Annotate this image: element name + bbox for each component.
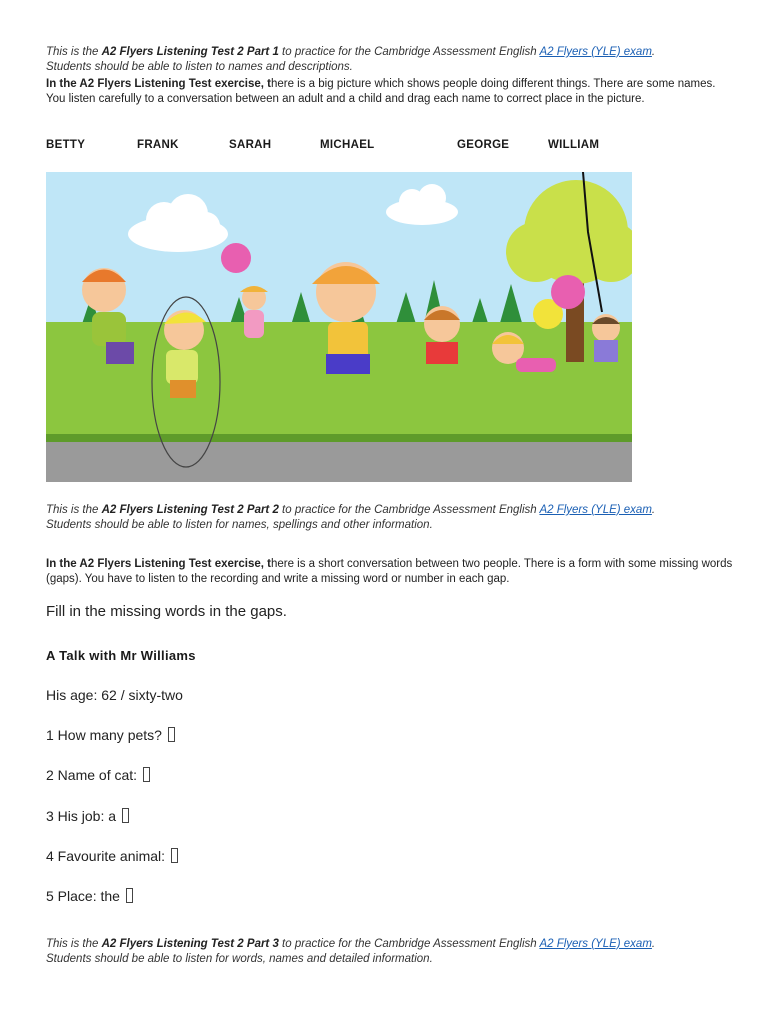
question-1 xyxy=(46,727,175,743)
exam-link[interactable]: A2 Flyers (YLE) exam xyxy=(539,938,652,950)
grass-edge xyxy=(46,434,632,442)
name-sarah[interactable]: SARAH xyxy=(229,139,272,151)
answer-gap-1[interactable] xyxy=(168,727,175,742)
name-betty[interactable]: BETTY xyxy=(46,139,86,151)
name-list xyxy=(0,139,768,155)
intro-title: A2 Flyers Listening Test 2 Part 2 xyxy=(101,504,279,516)
fill-instruction: Fill in the missing words in the gaps. xyxy=(46,603,287,620)
question-label: 2 Name of cat: xyxy=(46,767,138,783)
intro-line2: Students should be able to listen for names, spellings and other information. xyxy=(46,519,433,531)
intro-middle: to practice for the Cambridge Assessment English xyxy=(278,938,540,950)
desc-rest: here is a big picture which shows people doing different things. There are some names. You listen carefully to a conversation between an adult and a child and drag each name to correct place in the picture. xyxy=(46,78,716,105)
intro-suffix: . xyxy=(651,504,656,516)
exam-link[interactable]: A2 Flyers (YLE) exam xyxy=(539,504,652,516)
intro-middle: to practice for the Cambridge Assessment English xyxy=(278,46,540,58)
part3-intro xyxy=(46,937,736,967)
question-4 xyxy=(46,848,178,864)
answer-gap-5[interactable] xyxy=(126,888,133,903)
part2-description xyxy=(46,557,736,587)
boy-reading xyxy=(424,306,460,364)
example-line: His age: 62 / sixty-two xyxy=(46,687,183,703)
question-label: 3 His job: a xyxy=(46,808,117,824)
road xyxy=(46,442,632,482)
part1-description xyxy=(46,77,736,107)
question-2 xyxy=(46,767,150,783)
intro-middle: to practice for the Cambridge Assessment English xyxy=(278,504,540,516)
exam-link[interactable]: A2 Flyers (YLE) exam xyxy=(539,46,652,58)
question-label: 4 Favourite animal: xyxy=(46,848,169,864)
question-5 xyxy=(46,888,133,904)
intro-prefix: This is the xyxy=(46,46,102,58)
question-label: 5 Place: the xyxy=(46,888,120,904)
name-william[interactable]: WILLIAM xyxy=(548,139,600,151)
desc-bold: In the A2 Flyers Listening Test exercise, t xyxy=(46,558,271,570)
desc-rest: here is a short conversation between two people. There is a form with some missing words (gaps). You have to listen to the recording and write a missing word or number in each gap. xyxy=(46,558,733,585)
intro-suffix: . xyxy=(651,938,656,950)
name-george[interactable]: GEORGE xyxy=(457,139,510,151)
balloon-pink-2 xyxy=(551,275,585,309)
answer-gap-3[interactable] xyxy=(122,808,129,823)
balloon-pink xyxy=(221,243,251,273)
intro-prefix: This is the xyxy=(46,504,102,516)
form-title: A Talk with Mr Williams xyxy=(46,648,196,663)
part1-intro xyxy=(46,45,736,75)
intro-line2: Students should be able to listen for words, names and detailed information. xyxy=(46,953,433,965)
question-3 xyxy=(46,808,129,824)
name-michael[interactable]: MICHAEL xyxy=(320,139,375,151)
intro-suffix: . xyxy=(651,46,656,58)
park-illustration xyxy=(46,172,632,482)
intro-prefix: This is the xyxy=(46,938,102,950)
answer-gap-4[interactable] xyxy=(171,848,178,863)
intro-title: A2 Flyers Listening Test 2 Part 3 xyxy=(101,938,279,950)
desc-bold: In the A2 Flyers Listening Test exercise, t xyxy=(46,78,271,90)
part2-intro xyxy=(46,503,736,533)
intro-title: A2 Flyers Listening Test 2 Part 1 xyxy=(101,46,279,58)
name-frank[interactable]: FRANK xyxy=(137,139,179,151)
question-label: 1 How many pets? xyxy=(46,727,162,743)
intro-line2: Students should be able to listen to names and descriptions. xyxy=(46,61,353,73)
answer-gap-2[interactable] xyxy=(143,767,150,782)
